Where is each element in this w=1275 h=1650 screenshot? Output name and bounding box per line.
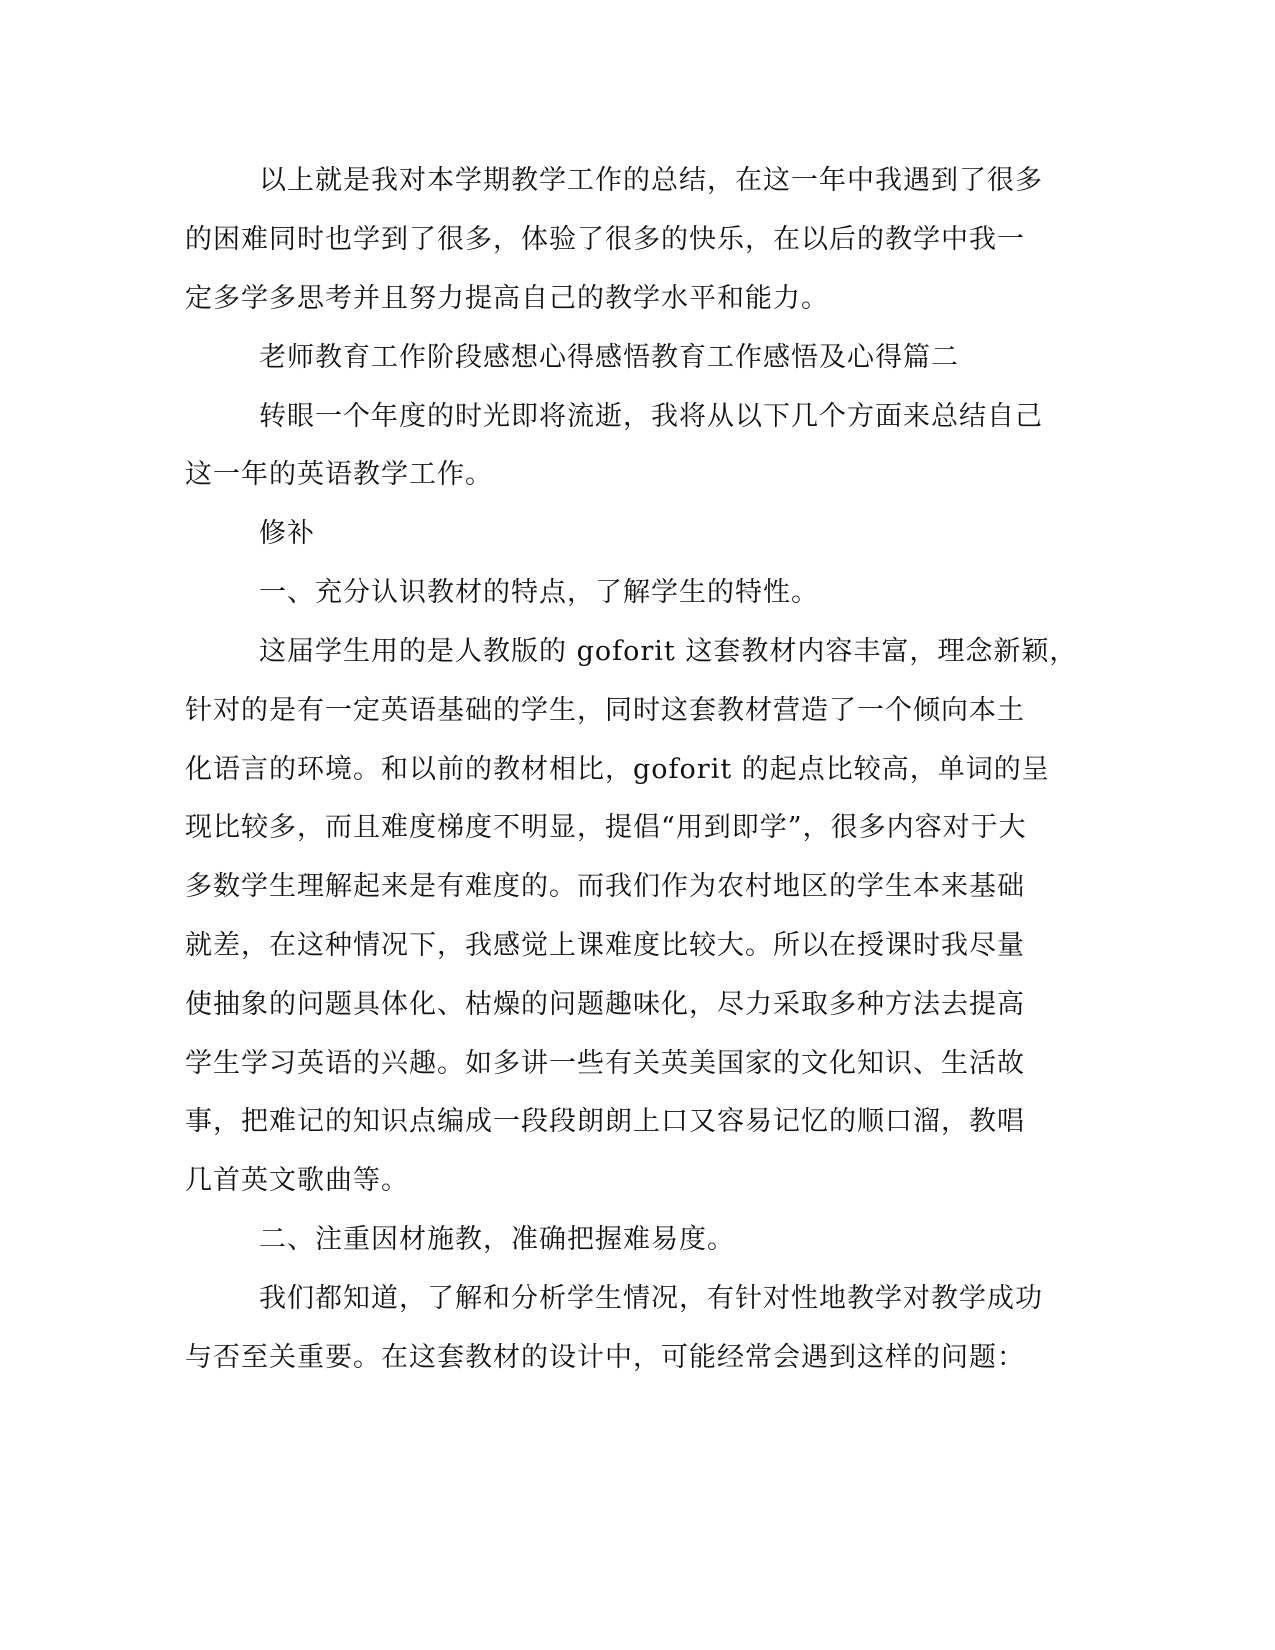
paragraph-line: 事，把难记的知识点编成一段段朗朗上口又容易记忆的顺口溜，教唱 [185,1106,1025,1137]
paragraph-line: 定多学多思考并且努力提高自己的教学水平和能力。 [185,283,829,314]
paragraph-line: 针对的是有一定英语基础的学生，同时这套教材营造了一个倾向本土 [185,695,1025,726]
paragraph-line: 学生学习英语的兴趣。如多讲一些有关英美国家的文化知识、生活故 [185,1048,1025,1079]
section-heading: 二、注重因材施教，准确把握难易度。 [259,1224,735,1255]
paragraph-line: 多数学生理解起来是有难度的。而我们作为农村地区的学生本来基础 [185,871,1025,902]
paragraph-line: 这届学生用的是人教版的 goforit 这套教材内容丰富，理念新颖， [259,636,1078,667]
section-title: 老师教育工作阶段感想心得感悟教育工作感悟及心得篇二 [259,342,959,373]
section-heading: 一、充分认识教材的特点，了解学生的特性。 [259,577,819,608]
paragraph-line: 现比较多，而且难度梯度不明显，提倡“用到即学”，很多内容对于大 [185,812,1027,843]
paragraph-line: 修补 [259,518,315,549]
paragraph-line: 就差，在这种情况下，我感觉上课难度比较大。所以在授课时我尽量 [185,930,1025,961]
paragraph-line: 与否至关重要。在这套教材的设计中，可能经常会遇到这样的问题： [185,1342,1025,1373]
paragraph-line: 我们都知道，了解和分析学生情况，有针对性地教学对教学成功 [259,1283,1043,1314]
paragraph-line: 几首英文歌曲等。 [185,1165,409,1196]
paragraph-line: 的困难同时也学到了很多，体验了很多的快乐，在以后的教学中我一 [185,224,1025,255]
paragraph-line: 使抽象的问题具体化、枯燥的问题趣味化，尽力采取多种方法去提高 [185,989,1025,1020]
paragraph-line: 化语言的环境。和以前的教材相比，goforit 的起点比较高，单词的呈 [185,754,1050,785]
paragraph-line: 这一年的英语教学工作。 [185,459,493,490]
paragraph-line: 以上就是我对本学期教学工作的总结，在这一年中我遇到了很多 [259,165,1043,196]
paragraph-line: 转眼一个年度的时光即将流逝，我将从以下几个方面来总结自己 [259,401,1043,432]
